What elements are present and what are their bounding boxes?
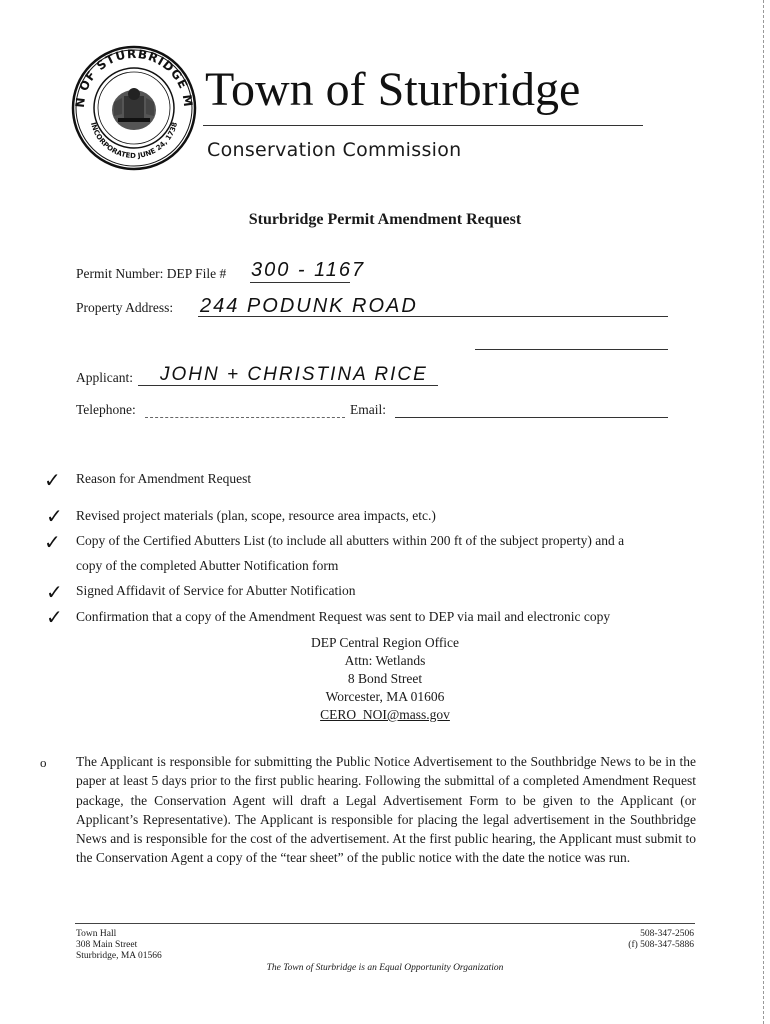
- form-title: Sturbridge Permit Amendment Request: [248, 211, 522, 228]
- email-label: Email:: [350, 402, 386, 417]
- property-address-value: 244 PODUNK ROAD: [200, 295, 418, 317]
- checklist-item-continuation: copy of the completed Abutter Notification form: [76, 558, 339, 573]
- telephone-line: [145, 417, 345, 418]
- checklist-item: Reason for Amendment Request: [76, 471, 252, 486]
- footer-fax-line: (f) 508-347-5886: [628, 940, 694, 950]
- permit-number-line: [250, 282, 350, 283]
- permit-number-row: [76, 265, 226, 283]
- checklist-item: Signed Affidavit of Service for Abutter Notification: [76, 583, 356, 598]
- dep-office-line: DEP Central Region Office: [310, 635, 460, 650]
- footer-rule: [75, 923, 695, 924]
- footer-equal-opportunity: The Town of Sturbridge is an Equal Opportunity Organization: [266, 963, 504, 973]
- permit-number-label: Permit Number:: [76, 266, 164, 281]
- permit-prefix: DEP File #: [166, 266, 227, 281]
- email-line: [395, 417, 668, 418]
- town-seal: [70, 44, 198, 172]
- property-address-line-2: [475, 349, 668, 350]
- dep-office-line: Attn: Wetlands: [344, 653, 426, 668]
- telephone-label: Telephone:: [76, 402, 136, 417]
- seal-graphic: [70, 44, 198, 172]
- applicant-value: JOHN + CHRISTINA RICE: [160, 364, 428, 385]
- property-address-label: Property Address:: [76, 300, 174, 315]
- footer-address-line: 308 Main Street: [76, 940, 138, 950]
- footer-phone-line: 508-347-2506: [640, 929, 694, 939]
- svg-text:TOWN OF STURBRIDGE MASS.: N OF STURBRIDGE M: [72, 46, 196, 109]
- bullet-marker: o: [40, 755, 47, 770]
- footer-address-line: Sturbridge, MA 01566: [76, 951, 162, 961]
- scan-edge: [763, 0, 764, 1024]
- checkmark-icon: ✓: [44, 530, 61, 554]
- dep-office-line: Worcester, MA 01606: [325, 689, 445, 704]
- commission-subtitle: Conservation Commission: [207, 139, 462, 161]
- checkmark-icon: ✓: [46, 605, 63, 629]
- public-notice-paragraph: The Applicant is responsible for submitting the Public Notice Advertisement to the Southbridge News to be in the paper at least 5 days prior to the first public hearing. Following the submittal of a completed Amendment Request package, the Conservation Agent will draft a Legal Advertisement Form to be given to the Applicant (or Applicant’s Representative). The Applicant is responsible for placing the legal advertisement in the Southbridge News and is responsible for the cost of the advertisement. At the first public hearing, the Applicant must submit to the Conservation Agent a copy of the “tear sheet” of the public notice with the date the notice was run.: [76, 754, 696, 866]
- title-rule: [203, 125, 643, 126]
- footer-address-line: Town Hall: [76, 929, 117, 939]
- dep-office-line: 8 Bond Street: [347, 671, 423, 686]
- checklist-item: Revised project materials (plan, scope, resource area impacts, etc.): [76, 508, 436, 523]
- checkmark-icon: ✓: [44, 468, 61, 492]
- permit-number-value: 300 - 1167: [251, 259, 366, 281]
- dep-email-link[interactable]: CERO_NOI@mass.gov: [320, 707, 450, 722]
- dep-office-address: [0, 634, 770, 724]
- town-title: Town of Sturbridge: [205, 63, 581, 116]
- checkmark-icon: ✓: [46, 580, 63, 604]
- property-address-line: [198, 316, 668, 317]
- footer-phone: [560, 929, 694, 951]
- footer-address: [76, 929, 162, 962]
- checkmark-icon: ✓: [46, 504, 63, 528]
- svg-text:INCORPORATED JUNE 24, 1738: INCORPORATED JUNE 24, 1738: [88, 121, 180, 161]
- applicant-label: Applicant:: [76, 370, 133, 385]
- checklist-item: Copy of the Certified Abutters List (to include all abutters within 200 ft of the subject property) and a: [76, 533, 625, 548]
- checklist-item: Confirmation that a copy of the Amendment Request was sent to DEP via mail and electronic copy: [76, 609, 611, 624]
- applicant-line: [138, 385, 438, 386]
